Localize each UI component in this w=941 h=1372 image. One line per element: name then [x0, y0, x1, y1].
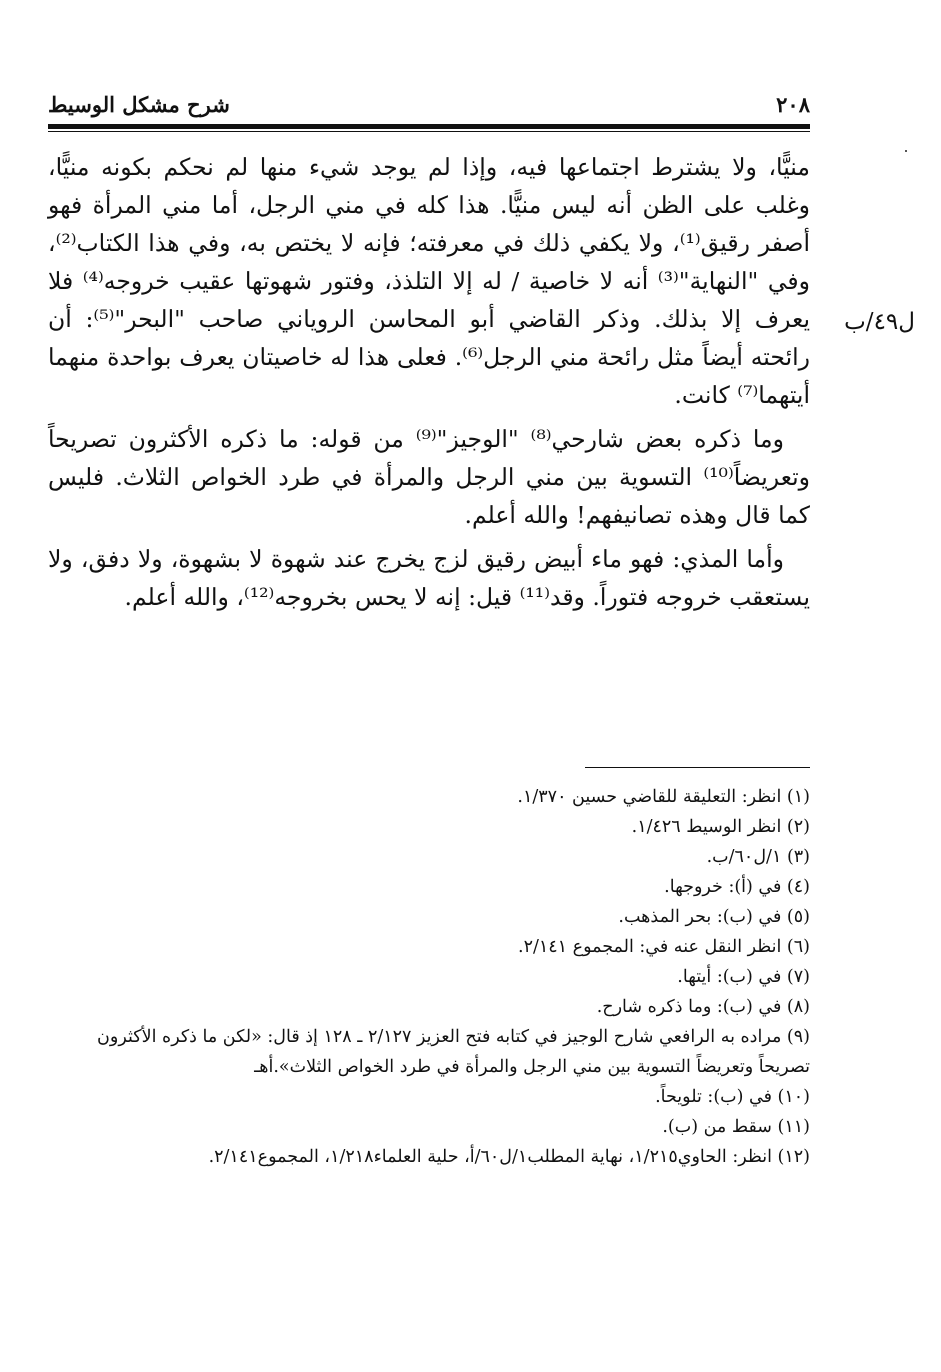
- running-header: [48, 92, 810, 122]
- scan-speck: [905, 150, 907, 152]
- paragraph: منيًّا، ولا يشترط اجتماعها فيه، وإذا لم يوجد شيء منها لم نحكم بكونه منيًّا، وغلب على الظن أنه ليس منيًّا. هذا كله في مني الرجل، أما مني المرأة فهو أصفر رقيق⁽¹⁾، ولا يكفي ذلك في معرفته؛ فإنه لا يختص به، وفي هذا الكتاب⁽²⁾، وفي "النهاية"⁽³⁾ أنه لا خاصية / له إلا التلذذ، وفتور شهوتها عقيب خروجه⁽⁴⁾ فلا يعرف إلا بذلك. وذكر القاضي أبو المحاسن الروياني صاحب "البحر"⁽⁵⁾: أن رائحته أيضاً مثل رائحة مني الرجل⁽⁶⁾. فعلى هذا له خاصيتان يعرف بواحدة منهما أيتهما⁽⁷⁾ كانت.: [48, 153, 811, 409]
- footnote: (١١) سقط من (ب).: [662, 1117, 810, 1137]
- header-rule: [48, 124, 810, 129]
- book-title: شرح مشكل الوسيط: [48, 92, 230, 117]
- header-rule-thin: [48, 131, 810, 132]
- footnote: (٦) انظر النقل عنه في: المجموع ٢/١٤١.: [517, 937, 810, 957]
- manuscript-folio-note: ل٤٩/ب: [844, 309, 915, 335]
- main-text: [48, 148, 810, 622]
- footnote: (٤) في (أ): خروجها.: [664, 877, 810, 897]
- paragraph: وأما المذي: فهو ماء أبيض رقيق لزج يخرج عند شهوة لا بشهوة، ولا دفق، ولا يستعقب خروجه فتوراً. وقد⁽¹¹⁾ قيل: إنه لا يحس بخروجه⁽¹²⁾، والله أعلم.: [48, 545, 810, 611]
- footnote: (٨) في (ب): وما ذكره شارح.: [596, 997, 810, 1017]
- footnote: (٥) في (ب): بحر المذهب.: [618, 907, 810, 927]
- footnote: (٩) مراده به الرافعي شارح الوجيز في كتابه فتح العزيز ٢/١٢٧ ـ ١٢٨ إذ قال: «لكن ما ذكره الأكثرون تصريحاً وتعريضاً التسوية بين مني الرجل والمرأة في طرد الخواص الثلاث».أهـ: [97, 1027, 810, 1077]
- paragraph: وما ذكره بعض شارحي⁽⁸⁾ "الوجيز"⁽⁹⁾ من قوله: ما ذكره الأكثرون تصريحاً وتعريضاً⁽¹⁰⁾ التسوية بين مني الرجل والمرأة في طرد الخواص الثلاث. فليس كما قال وهذه تصانيفهم! والله أعلم.: [48, 425, 810, 529]
- footnote: (١٢) انظر: الحاوي١/٢١٥، نهاية المطلب١/ل٦٠/أ، حلية العلماء١/٢١٨، المجموع٢/١٤١.: [208, 1147, 810, 1167]
- footnote-separator: [585, 767, 810, 768]
- footnote: (١٠) في (ب): تلويحاً.: [655, 1087, 810, 1107]
- footnotes: [48, 782, 810, 1172]
- footnote: (٧) في (ب): أيتها.: [677, 967, 810, 987]
- page-number: ٢٠٨: [776, 92, 810, 117]
- footnote: (٢) انظر الوسيط ١/٤٢٦.: [631, 817, 810, 837]
- footnote: (٣) ١/ل٦٠/ب.: [706, 847, 810, 867]
- footnote: (١) انظر: التعليقة للقاضي حسين ١/٣٧٠.: [517, 787, 810, 807]
